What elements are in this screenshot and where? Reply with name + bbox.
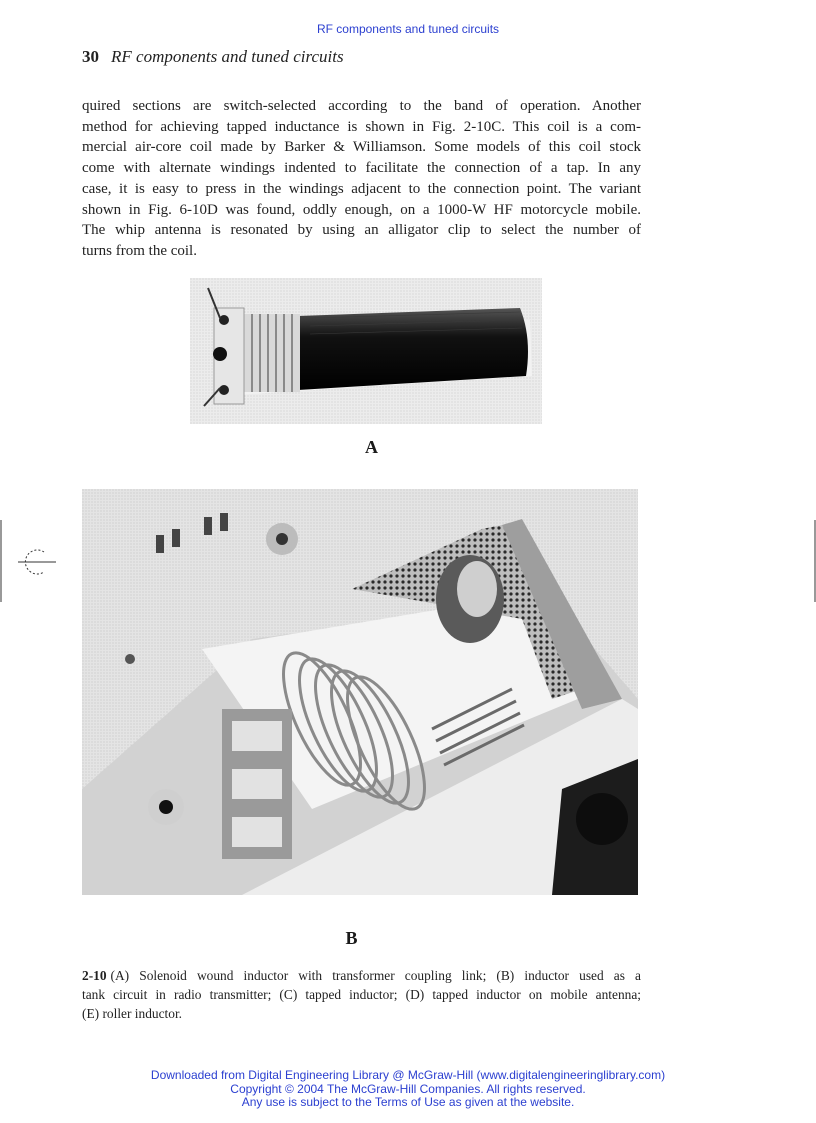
running-head-title: RF components and tuned circuits <box>111 47 344 66</box>
body-line: method for achieving tapped inductance is shown in Fig. 2-10C. This coil is a com- <box>82 118 641 135</box>
top-banner[interactable]: RF components and tuned circuits <box>316 22 500 36</box>
figure-b-photo <box>82 489 638 895</box>
body-line: mercial air-core coil made by Barker & Williamson. Some models of this coil stock <box>82 139 641 156</box>
caption-line <box>82 966 641 985</box>
body-line: shown in Fig. 6-10D was found, oddly enough, on a 1000-W HF motorcycle mobile. <box>82 201 641 218</box>
caption-line: tank circuit in radio transmitter; (C) tapped inductor; (D) tapped inductor on mobile antenna; <box>82 987 641 1002</box>
footer-notice <box>0 1069 816 1110</box>
footer-copyright: Copyright © 2004 The McGraw-Hill Companies. All rights reserved. <box>230 1081 586 1096</box>
crop-mark-icon <box>812 520 816 602</box>
body-line: turns from the coil. <box>82 242 197 259</box>
caption-line: (E) roller inductor. <box>82 1006 183 1021</box>
solenoid-coil-photo-icon <box>190 278 542 424</box>
body-paragraph <box>82 96 641 262</box>
page-number: 30 <box>82 47 99 66</box>
caption-number: 2-10 <box>82 968 107 983</box>
transmitter-chassis-photo-icon <box>82 489 638 895</box>
footer-terms: Any use is subject to the Terms of Use as given at the website. <box>241 1095 575 1109</box>
body-line: case, it is easy to press in the windings adjacent to the connection point. The variant <box>82 180 641 197</box>
body-line: quired sections are switch-selected according to the band of operation. Another <box>82 98 641 114</box>
figure-a-photo <box>190 278 542 424</box>
body-line: come with alternate windings indented to facilitate the connection of a tap. In any <box>82 160 641 177</box>
crop-mark-icon <box>0 520 60 602</box>
footer-download-link[interactable]: Downloaded from Digital Engineering Library @ McGraw-Hill (www.digitalengineeringlibrary.com) <box>150 1068 666 1082</box>
figure-caption <box>82 966 641 1023</box>
caption-text: (A) Solenoid wound inductor with transformer coupling link; (B) inductor used as a <box>110 968 641 983</box>
body-line: The whip antenna is resonated by using an alligator clip to select the number of <box>82 222 641 239</box>
figure-b-label: B <box>345 928 358 948</box>
running-head <box>82 47 344 67</box>
figure-a-label: A <box>365 437 378 457</box>
